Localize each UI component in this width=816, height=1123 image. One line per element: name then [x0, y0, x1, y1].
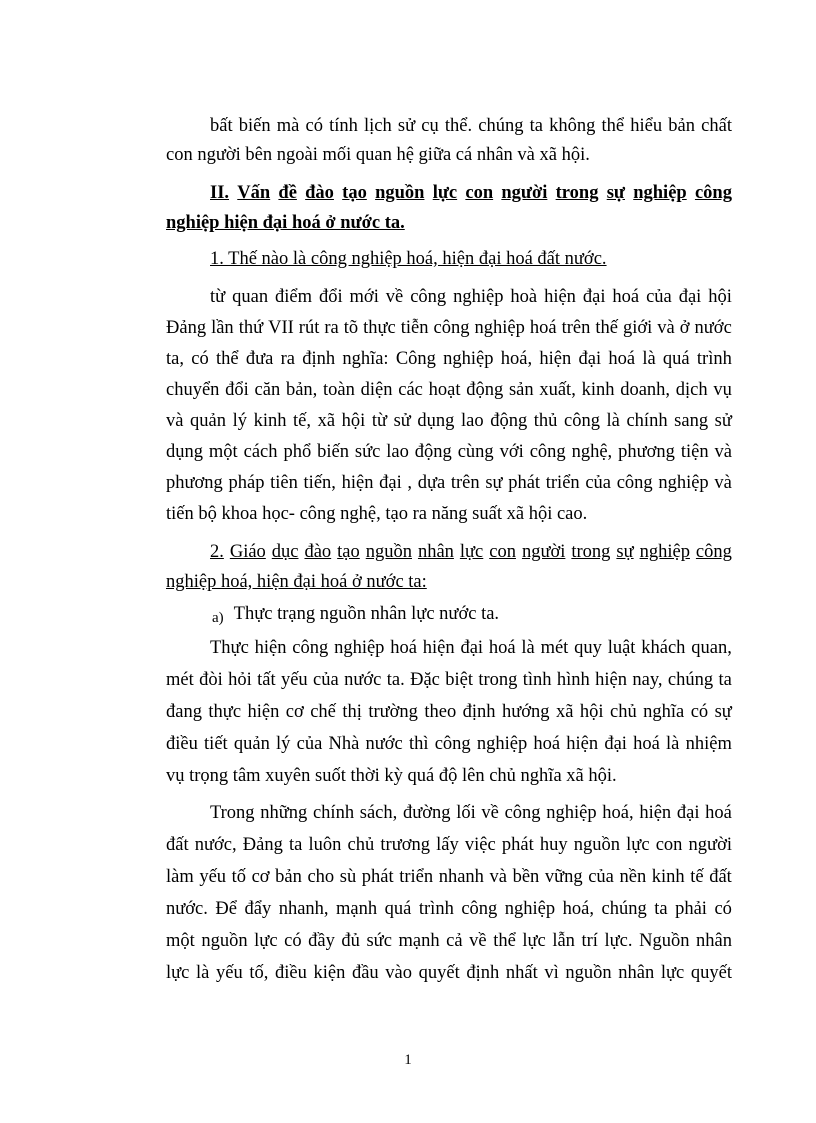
text-line: đang thực hiện cơ chế thị trường theo định hướng xã hội chủ nghĩa có sự: [166, 702, 732, 722]
page-number: 1: [404, 1052, 412, 1068]
text-line: làm yếu tố cơ bản cho sù phát triển nhanh và bền vững của nền kinh tế đất: [166, 867, 732, 887]
subheading-line: 2. Giáo dục đào tạo nguồn nhân lực con người trong sự nghiệp công: [210, 542, 732, 562]
list-item-text: Thực trạng nguồn nhân lực nước ta.: [233, 604, 500, 624]
list-item-a: [212, 602, 499, 630]
text-line: nước. Để đẩy nhanh, mạnh quá trình công nghiệp hoá, chúng ta phải có: [166, 899, 732, 919]
text-line: tiến bộ khoa học- công nghệ, tạo ra năng suất xã hội cao.: [166, 504, 588, 524]
subheading-line: nghiệp hoá, hiện đại hoá ở nước ta:: [166, 572, 427, 592]
text-line: một nguồn lực có đầy đủ sức mạnh cả về thể lực lẫn trí lực. Nguồn nhân: [166, 931, 732, 951]
text-line: Thực hiện công nghiệp hoá hiện đại hoá là mét quy luật khách quan,: [210, 638, 732, 658]
text-line: con người bên ngoài mối quan hệ giữa cá nhân và xã hội.: [166, 145, 590, 165]
list-marker: a): [212, 610, 224, 626]
text-line: và quản lý kinh tế, xã hội từ sử dụng lao động thủ công là chính sang sử: [166, 411, 732, 431]
text-line: đất nước, Đảng ta luôn chủ trương lấy việc phát huy nguồn lực con người: [166, 835, 732, 855]
subheading-line: 1. Thế nào là công nghiệp hoá, hiện đại hoá đất nước.: [210, 249, 607, 269]
section-heading-line: nghiệp hiện đại hoá ở nước ta.: [166, 213, 405, 233]
text-line: dụng một cách phổ biến sức lao động cùng với công nghệ, phương tiện và: [166, 442, 732, 462]
text-line: chuyển đổi căn bản, toàn diện các hoạt động sản xuất, kinh doanh, dịch vụ: [166, 380, 732, 400]
text-line: bất biến mà có tính lịch sử cụ thể. chúng ta không thể hiểu bản chất: [210, 116, 732, 136]
text-line: Đảng lần thứ VII rút ra tõ thực tiễn công nghiệp hoá trên thế giới và ở nước: [166, 318, 732, 338]
text-line: mét đòi hỏi tất yếu của nước ta. Đặc biệt trong tình hình hiện nay, chúng ta: [166, 670, 732, 690]
section-heading-line: II. Vấn đề đào tạo nguồn lực con người trong sự nghiệp công: [210, 183, 732, 203]
text-line: điều tiết quản lý của Nhà nước thì công nghiệp hoá hiện đại hoá là nhiệm: [166, 734, 732, 754]
text-line: lực là yếu tố, điều kiện đầu vào quyết định nhất vì nguồn nhân lực quyết: [166, 963, 732, 983]
text-line: từ quan điểm đổi mới về công nghiệp hoà hiện đại hoá của đại hội: [210, 287, 732, 307]
text-line: ta, có thể đưa ra định nghĩa: Công nghiệp hoá, hiện đại hoá là quá trình: [166, 349, 732, 369]
text-line: phương pháp tiên tiến, hiện đại , dựa trên sự phát triển của công nghiệp và: [166, 473, 732, 493]
text-line: Trong những chính sách, đường lối về công nghiệp hoá, hiện đại hoá: [210, 803, 732, 823]
text-line: vụ trọng tâm xuyên suốt thời kỳ quá độ lên chủ nghĩa xã hội.: [166, 766, 617, 786]
